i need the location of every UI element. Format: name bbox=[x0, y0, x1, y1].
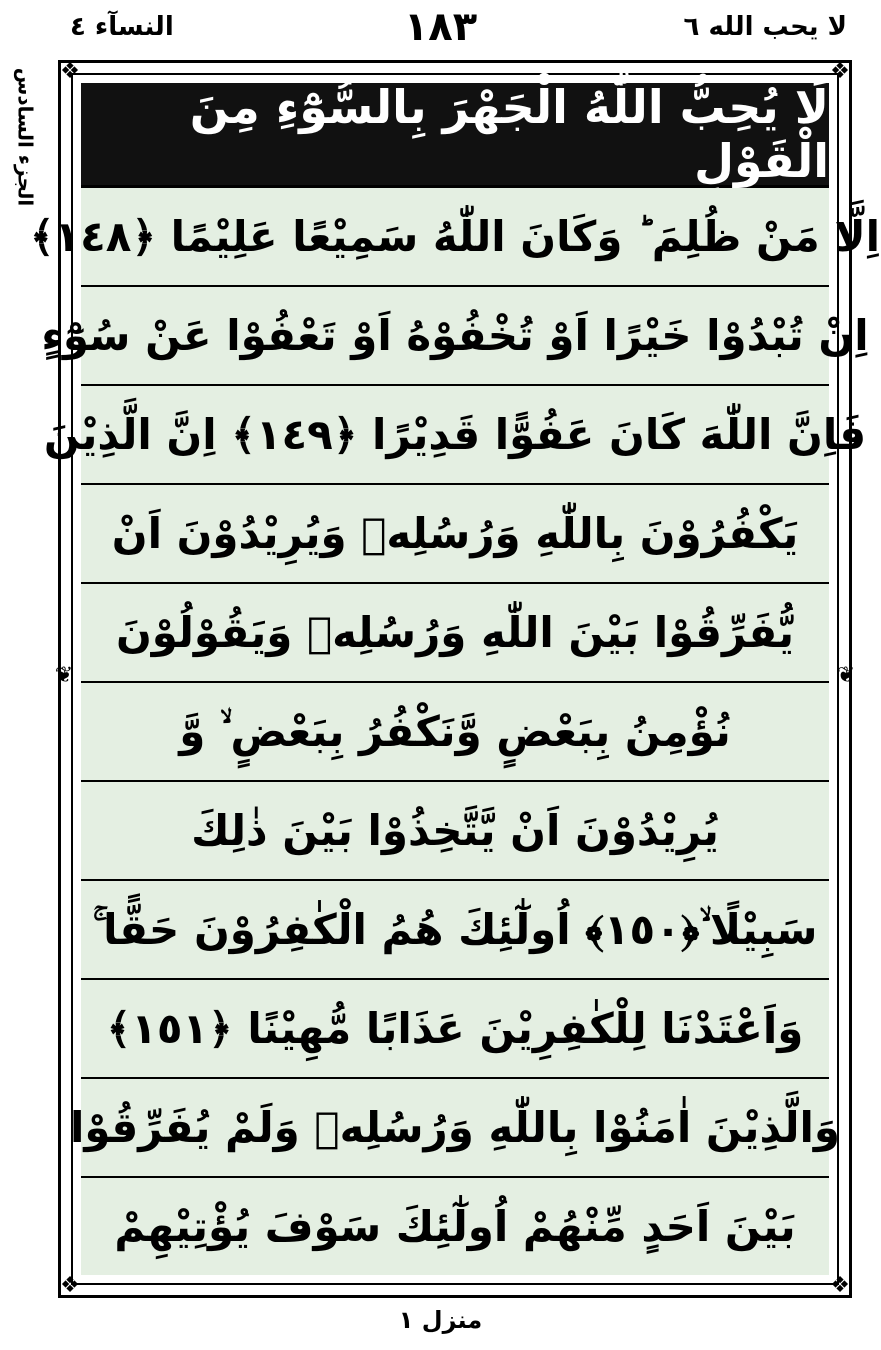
surah-name: النسآء ٤ bbox=[70, 12, 174, 42]
verse-line: اِلَّا مَنْ ظُلِمَ ؕ وَكَانَ اللّٰهُ سَمِيْعًا عَلِيْمًا ﴿١٤٨﴾ bbox=[81, 188, 829, 285]
juz-label-text: الجزء السادس bbox=[13, 67, 37, 207]
manzil-footer: منزل ١ bbox=[398, 1306, 483, 1334]
verse-line: بَيْنَ اَحَدٍ مِّنْهُمْ اُولٰٓئِكَ سَوْفَ يُؤْتِيْهِمْ bbox=[81, 1176, 829, 1275]
verse-line: اِنْ تُبْدُوْا خَيْرًا اَوْ تُخْفُوْهُ اَوْ تَعْفُوْا عَنْ سُوْٓءٍ bbox=[81, 285, 829, 384]
verse-line: فَاِنَّ اللّٰهَ كَانَ عَفُوًّا قَدِيْرًا ﴿١٤٩﴾ اِنَّ الَّذِيْنَ bbox=[81, 384, 829, 483]
title-line: لَا يُحِبُّ اللّٰهُ الْجَهْرَ بِالسُّوْٓءِ مِنَ الْقَوْلِ bbox=[81, 83, 829, 188]
juz-side-label bbox=[6, 62, 44, 212]
verse-line: نُؤْمِنُ بِبَعْضٍ وَّنَكْفُرُ بِبَعْضٍ ۙ وَّ bbox=[81, 681, 829, 780]
verse-line: وَالَّذِيْنَ اٰمَنُوْا بِاللّٰهِ وَرُسُلِهٖ وَلَمْ يُفَرِّقُوْا bbox=[81, 1077, 829, 1176]
text-area bbox=[29, 80, 881, 1275]
corner-ornament-icon: ❖ bbox=[60, 1273, 80, 1298]
corner-ornament-icon: ❖ bbox=[830, 59, 850, 84]
corner-ornament-icon: ❖ bbox=[830, 1273, 850, 1298]
verse-line: يُرِيْدُوْنَ اَنْ يَّتَّخِذُوْا بَيْنَ ذٰلِكَ bbox=[81, 780, 829, 879]
verse-line: يَكْفُرُوْنَ بِاللّٰهِ وَرُسُلِهٖ وَيُرِيْدُوْنَ اَنْ bbox=[81, 483, 829, 582]
para-name: لا يحب الله ٦ bbox=[683, 12, 847, 42]
verse-line: وَاَعْتَدْنَا لِلْكٰفِرِيْنَ عَذَابًا مُّهِيْنًا ﴿١٥١﴾ bbox=[81, 978, 829, 1077]
verse-lines bbox=[29, 188, 881, 1275]
side-ornament-icon: ❦ bbox=[54, 663, 74, 688]
page-header bbox=[0, 0, 881, 56]
corner-ornament-icon: ❖ bbox=[60, 59, 80, 84]
page-frame bbox=[29, 59, 881, 1298]
verse-line: سَبِيْلًا ۙ﴿١٥٠﴾ اُولٰٓئِكَ هُمُ الْكٰفِرُوْنَ حَقًّا ۚ bbox=[81, 879, 829, 978]
verse-line: يُّفَرِّقُوْا بَيْنَ اللّٰهِ وَرُسُلِهٖ وَيَقُوْلُوْنَ bbox=[81, 582, 829, 681]
side-ornament-icon: ❦ bbox=[836, 663, 856, 688]
page-number: ١٨٣ bbox=[403, 4, 478, 50]
